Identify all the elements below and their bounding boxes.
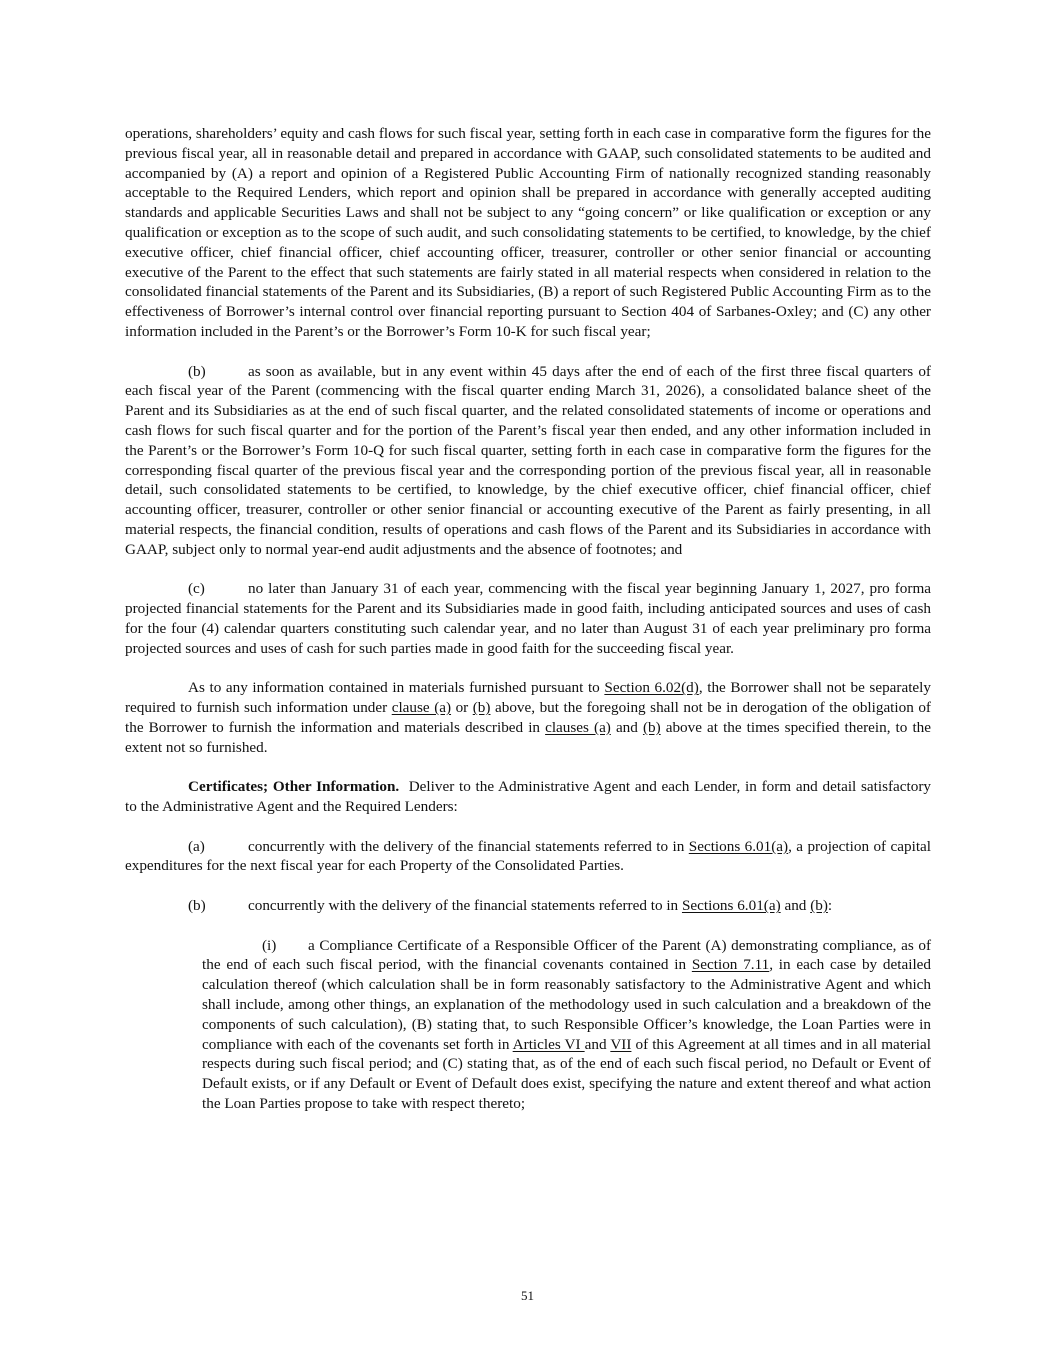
clause-b-paragraph <box>125 362 931 560</box>
sections-6-01-a-reference-2: Sections 6.01(a) <box>681 897 781 915</box>
article-vii-reference: VII <box>610 1035 632 1053</box>
page-number: 51 <box>521 1288 534 1303</box>
cert-b-text-2: and <box>780 897 811 915</box>
cert-a-text-1: concurrently with the delivery of the financial statements referred to in <box>248 837 689 855</box>
cert-b-i-block <box>202 936 931 1114</box>
certificates-heading: Certificates; Other Information. <box>188 778 400 796</box>
certificates-text: Deliver to the Administrative Agent and each Lender, in form and detail satisfactory to the Administrative Agent and the Required Lenders: <box>125 778 931 816</box>
cert-b-i-text-2: , in each case by detailed calculation thereof (which calculation shall be in form reasonably satisfactory to the Administrative Agent and which shall include, among other things, an explanation of the methodology used in such calculation and a breakdown of the components of such calculation), (B) stating that, to such Responsible Officer’s knowledge, the Loan Parties were in compliance with each of the covenants set forth in <box>202 956 931 1053</box>
information-paragraph <box>125 678 931 757</box>
clause-c-text: no later than January 31 of each year, commencing with the fiscal year beginning January 1, 2027, pro forma projected financial statements for the Parent and its Subsidiaries made in good faith, including anticipated sources and uses of cash for the four (4) calendar quarters constituting such calendar year, and no later than August 31 of each year preliminary pro forma projected sources and uses of cash for such parties made in good faith for the succeeding fiscal year. <box>125 580 931 657</box>
sections-6-01-a-reference: Sections 6.01(a) <box>688 837 789 855</box>
cert-b-text-3: : <box>827 897 833 915</box>
clauses-a-reference: clauses (a) <box>545 718 611 736</box>
clause-b-reference-2: (b) <box>642 718 661 736</box>
cert-a-label: (a) <box>188 837 205 855</box>
certificates-paragraph <box>125 777 931 817</box>
clause-b-text: as soon as available, but in any event within 45 days after the end of each of the first three fiscal quarters of each fiscal year of the Parent (commencing with the fiscal quarter ending March 31, 2026), a consolidated balance sheet of the Parent and its Subsidiaries as at the end of such fiscal quarter, and the related consolidated statements of income or operations and cash flows for such fiscal quarter and for the portion of the Parent’s fiscal year then ended, and any other information included in the Parent’s or the Borrower’s Form 10-Q for such fiscal quarter, setting forth in each case in comparative form the figures for the corresponding fiscal quarter of the previous fiscal year and the corresponding portion of the previous fiscal year, all in reasonable detail, such consolidated statements to be certified, to knowledge, by the chief executive officer, chief financial officer, chief accounting officer, treasurer, controller or other senior financial or accounting executive of the Parent as fairly presenting, in all material respects, the financial condition, results of operations and cash flows of the Parent and its Subsidiaries in accordance with GAAP, subject only to normal year-end audit adjustments and the absence of footnotes; and <box>125 362 931 558</box>
info-text-5: and <box>610 718 643 736</box>
clause-b-reference-3: (b) <box>810 897 828 915</box>
cert-b-i-label: (i) <box>262 936 277 954</box>
info-text-6: above at the times specified therein, to the extent not so furnished. <box>125 718 931 756</box>
info-text-3: or <box>451 699 473 717</box>
info-text-1: As to any information contained in materials furnished pursuant to <box>188 679 605 697</box>
articles-vi-reference: Articles VI <box>512 1035 585 1053</box>
cert-b-i-paragraph <box>202 936 931 1114</box>
cert-b-i-text-4: of this Agreement at all times and in all material respects during such fiscal period; and (C) stating that, as of the end of each such fiscal period, no Default or Event of Default exists, or if any Default or Event of Default does exist, specifying the nature and extent thereof and what action the Loan Parties propose to take with respect thereto; <box>202 1035 931 1113</box>
cert-b-label: (b) <box>188 897 206 915</box>
clause-b-reference: (b) <box>472 699 491 717</box>
cert-a-text-2: , a projection of capital expenditures for the next fiscal year for each Property of the Consolidated Parties. <box>125 837 931 875</box>
section-7-11-reference: Section 7.11 <box>691 956 770 974</box>
cert-b-i-text-1: a Compliance Certificate of a Responsible Officer of the Parent (A) demonstrating compliance, as of the end of each such fiscal period, with the financial covenants contained in <box>202 936 931 974</box>
clause-c-label: (c) <box>188 580 205 598</box>
clause-c-paragraph <box>125 579 931 658</box>
clause-a-reference: clause (a) <box>391 699 452 717</box>
paragraph-continuation: operations, shareholders’ equity and cash flows for such fiscal year, setting forth in each case in comparative form the figures for the previous fiscal year, all in reasonable detail and prepared in accordance with GAAP, such consolidated statements to be audited and accompanied by (A) a report and opinion of a Registered Public Accounting Firm of nationally recognized standing reasonably acceptable to the Required Lenders, which report and opinion shall be prepared in accordance with generally accepted auditing standards and applicable Securities Laws and shall not be subject to any “going concern” or like qualification or exception or any qualification or exception as to the scope of such audit, and such consolidating statements to be certified, to knowledge, by the chief executive officer, chief financial officer, chief accounting officer, treasurer, controller or other senior financial or accounting executive of the Parent to the effect that such statements are fairly stated in all material respects when considered in relation to the consolidated financial statements of the Parent and its Subsidiaries, (B) a report of such Registered Public Accounting Firm as to the effectiveness of Borrower’s internal control over financial reporting pursuant to Section 404 of Sarbanes-Oxley; and (C) any other information included in the Parent’s or the Borrower’s Form 10-K for such fiscal year; <box>125 125 931 340</box>
info-text-4: above, but the foregoing shall not be in derogation of the obligation of the Borrower to furnish the information and materials described in <box>125 699 931 736</box>
info-text-2: , the Borrower shall not be separately required to furnish such information under <box>125 679 931 717</box>
cert-a-paragraph <box>125 837 931 877</box>
cert-b-paragraph <box>125 896 931 916</box>
section-6-02-d-reference: Section 6.02(d) <box>604 679 699 697</box>
clause-b-label: (b) <box>188 362 206 380</box>
document-page <box>125 124 931 1114</box>
cert-b-text-1: concurrently with the delivery of the financial statements referred to in <box>248 897 682 915</box>
cert-b-i-text-3: and <box>584 1035 611 1053</box>
